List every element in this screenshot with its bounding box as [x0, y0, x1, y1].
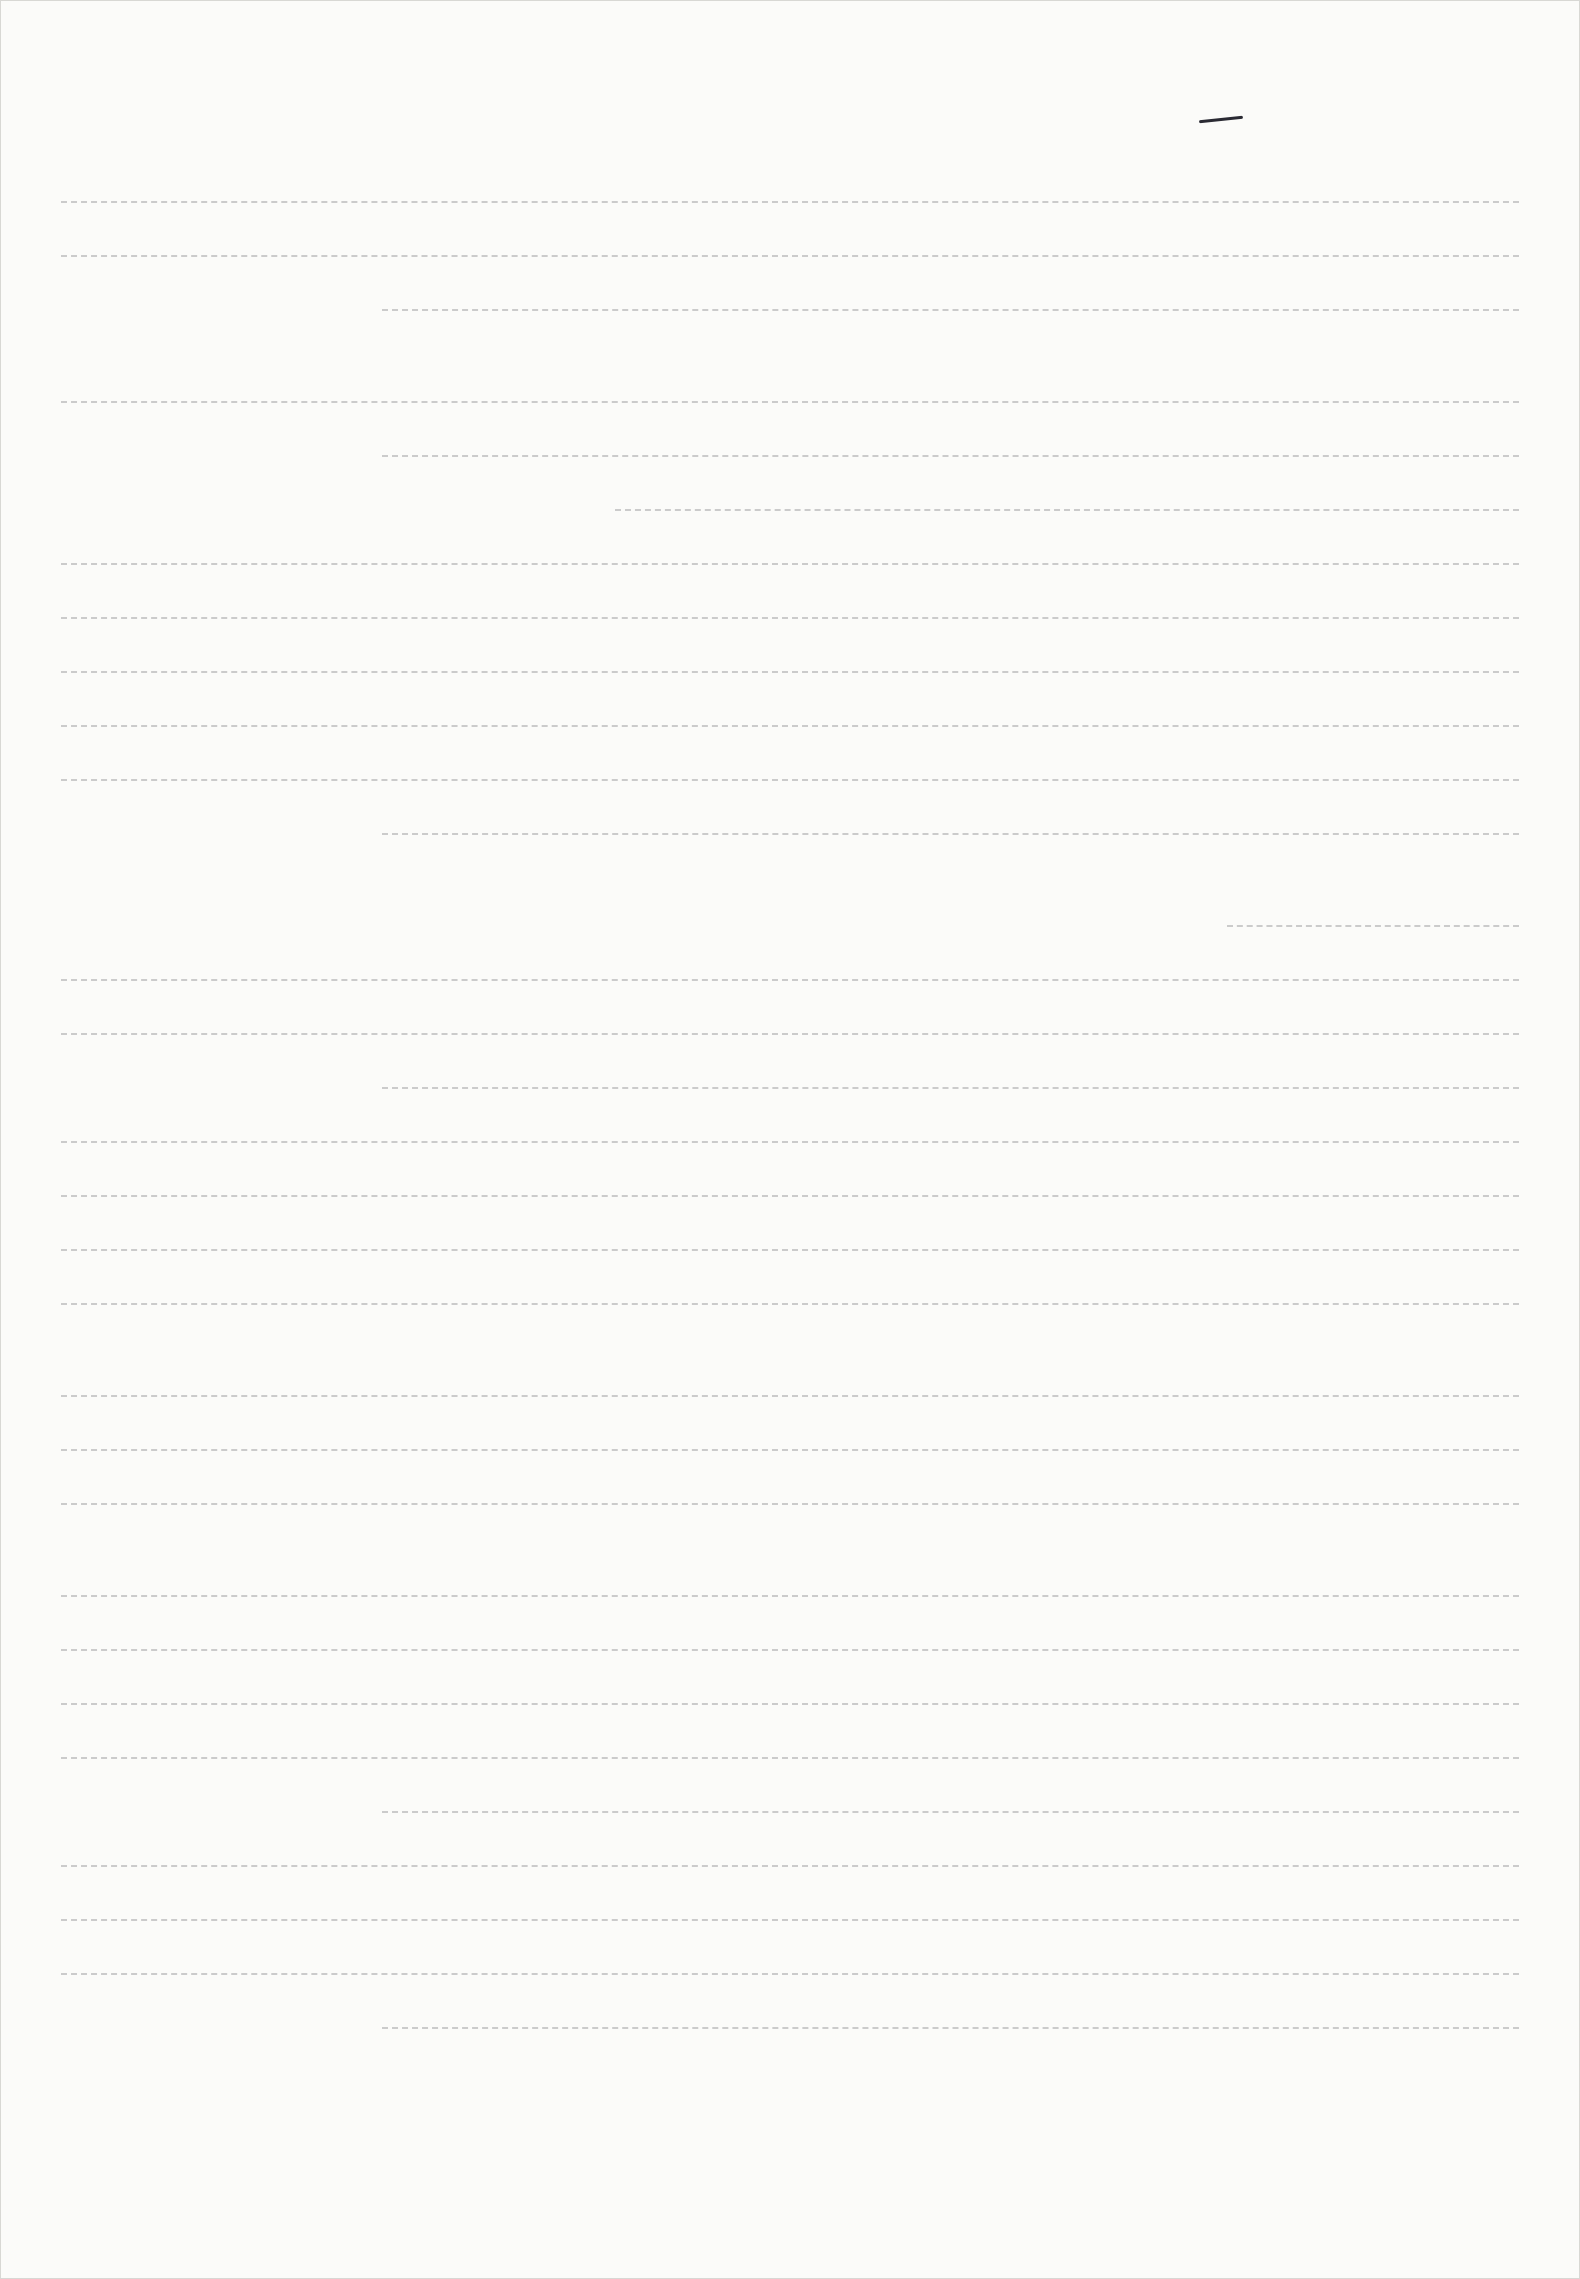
handwriting-line: [61, 1835, 1519, 1889]
handwriting-line: [61, 1997, 1519, 2051]
page-number: [1181, 96, 1261, 146]
handwriting-line: [61, 1673, 1519, 1727]
handwriting-line: [61, 1165, 1519, 1219]
handwriting-line: [61, 895, 1519, 949]
handwriting-line: [61, 1273, 1519, 1327]
handwriting-line: [61, 1943, 1519, 1997]
handwriting-line: [61, 1781, 1519, 1835]
handwriting-line: [61, 1889, 1519, 1943]
paragraph-gap: [61, 1527, 1519, 1565]
handwriting-line: [61, 1365, 1519, 1419]
paragraph-gap: [61, 333, 1519, 371]
handwriting-line: [61, 1003, 1519, 1057]
handwriting-line: [61, 1419, 1519, 1473]
handwriting-line: [61, 695, 1519, 749]
handwriting-line: [61, 371, 1519, 425]
paragraph-gap: [61, 1327, 1519, 1365]
handwriting-line: [61, 171, 1519, 225]
handwriting-line: [61, 1565, 1519, 1619]
handwriting-line: [61, 1473, 1519, 1527]
handwriting-line: [61, 1057, 1519, 1111]
handwriting-line: [61, 587, 1519, 641]
handwriting-line: [61, 1727, 1519, 1781]
handwriting-line: [61, 1219, 1519, 1273]
paragraph-gap: [61, 857, 1519, 895]
handwriting-line: [61, 479, 1519, 533]
handwriting-line: [61, 949, 1519, 1003]
handwriting-line: [61, 641, 1519, 695]
handwriting-line: [61, 533, 1519, 587]
handwriting-line: [61, 749, 1519, 803]
handwriting-line: [61, 225, 1519, 279]
handwriting-lines: [61, 171, 1519, 2051]
handwriting-line: [61, 803, 1519, 857]
handwriting-line: [61, 1111, 1519, 1165]
handwriting-line: [61, 279, 1519, 333]
handwriting-line: [61, 1619, 1519, 1673]
handwriting-line: [61, 425, 1519, 479]
